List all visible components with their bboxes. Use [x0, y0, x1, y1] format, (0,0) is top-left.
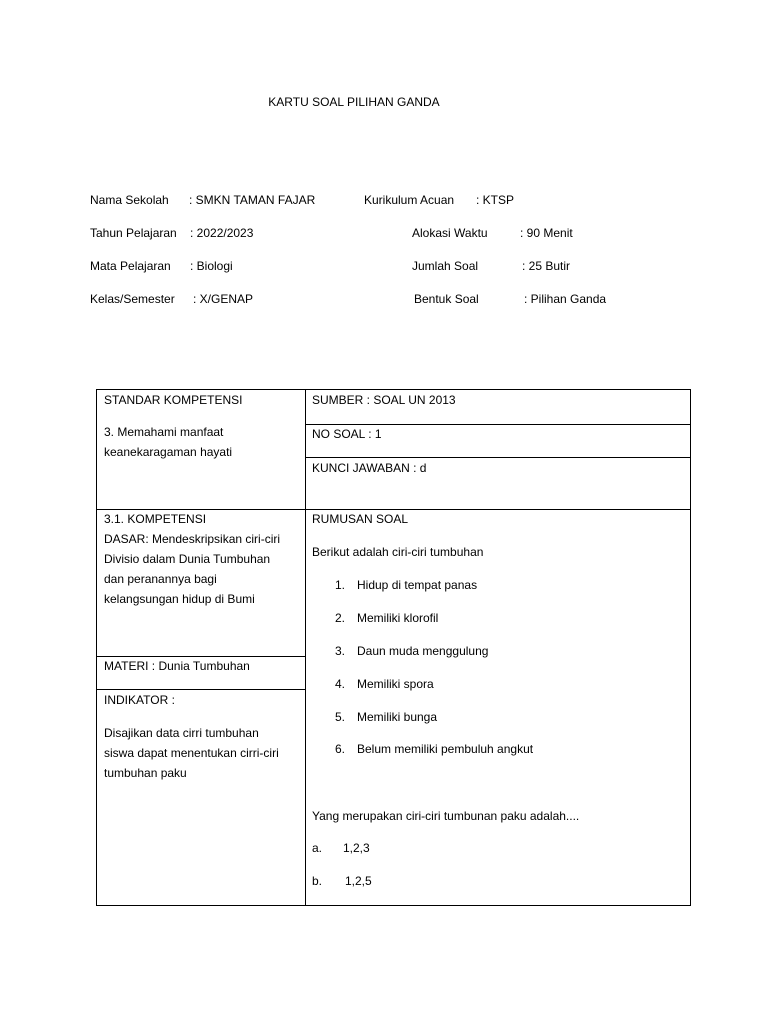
item-text: Memiliki spora: [357, 677, 434, 691]
item-text: Memiliki bunga: [357, 710, 438, 724]
item-number: 2.: [335, 611, 346, 625]
value-kelas: : X/GENAP: [193, 292, 254, 306]
value-alokasi: : 90 Menit: [520, 226, 573, 240]
label-jumlah: Jumlah Soal: [412, 259, 479, 273]
page-title: KARTU SOAL PILIHAN GANDA: [268, 95, 440, 109]
indikator-text: Disajikan data cirri tumbuhan: [104, 726, 259, 740]
no-soal: NO SOAL : 1: [312, 427, 382, 441]
item-text: Hidup di tempat panas: [357, 578, 478, 592]
question-stem: Berikut adalah ciri-ciri tumbuhan: [312, 545, 484, 559]
table-border-left: [96, 389, 97, 905]
label-mapel: Mata Pelajaran: [90, 259, 171, 273]
item-number: 3.: [335, 644, 346, 658]
table-divider: [305, 389, 306, 905]
option-text: 1,2,3: [343, 841, 370, 855]
label-nama-sekolah: Nama Sekolah: [90, 193, 169, 207]
item-text: Memiliki klorofil: [357, 611, 439, 625]
option-text: 1,2,5: [345, 874, 372, 888]
sk-text: 3. Memahami manfaat: [104, 425, 224, 439]
item-text: Belum memiliki pembuluh angkut: [357, 742, 534, 756]
label-kelas: Kelas/Semester: [90, 292, 175, 306]
kd-text: Divisio dalam Dunia Tumbuhan: [104, 552, 271, 566]
question-text: Yang merupakan ciri-ciri tumbunan paku adalah....: [312, 809, 580, 823]
value-jumlah: : 25 Butir: [522, 259, 571, 273]
kd-text: kelangsungan hidup di Bumi: [104, 592, 255, 606]
value-bentuk: : Pilihan Ganda: [524, 292, 607, 306]
item-number: 4.: [335, 677, 346, 691]
item-text: Daun muda menggulung: [357, 644, 489, 658]
label-kurikulum: Kurikulum Acuan: [364, 193, 455, 207]
value-nama-sekolah: : SMKN TAMAN FAJAR: [189, 193, 316, 207]
sumber: SUMBER : SOAL UN 2013: [312, 393, 456, 407]
table-border-bottom: [96, 905, 691, 906]
option-letter: b.: [312, 874, 323, 888]
sk-heading: STANDAR KOMPETENSI: [104, 393, 243, 407]
item-number: 1.: [335, 578, 346, 592]
label-alokasi: Alokasi Waktu: [412, 226, 488, 240]
item-number: 5.: [335, 710, 346, 724]
label-tahun: Tahun Pelajaran: [90, 226, 177, 240]
indikator-text: tumbuhan paku: [104, 766, 187, 780]
kd-text: dan peranannya bagi: [104, 572, 217, 586]
value-mapel: : Biologi: [190, 259, 233, 273]
table-border-right: [690, 389, 691, 905]
kunci-jawaban: KUNCI JAWABAN : d: [312, 461, 427, 475]
materi: MATERI : Dunia Tumbuhan: [104, 659, 250, 673]
value-kurikulum: : KTSP: [476, 193, 515, 207]
item-number: 6.: [335, 742, 346, 756]
rumusan-heading: RUMUSAN SOAL: [312, 512, 409, 526]
sk-text: keanekaragaman hayati: [104, 445, 233, 459]
option-letter: a.: [312, 841, 323, 855]
kd-text: 3.1. KOMPETENSI: [104, 512, 207, 526]
indikator-heading: INDIKATOR :: [104, 693, 175, 707]
value-tahun: : 2022/2023: [190, 226, 254, 240]
indikator-text: siswa dapat menentukan cirri-ciri: [104, 746, 279, 760]
label-bentuk: Bentuk Soal: [414, 292, 479, 306]
kd-text: DASAR: Mendeskripsikan ciri-ciri: [104, 532, 281, 546]
